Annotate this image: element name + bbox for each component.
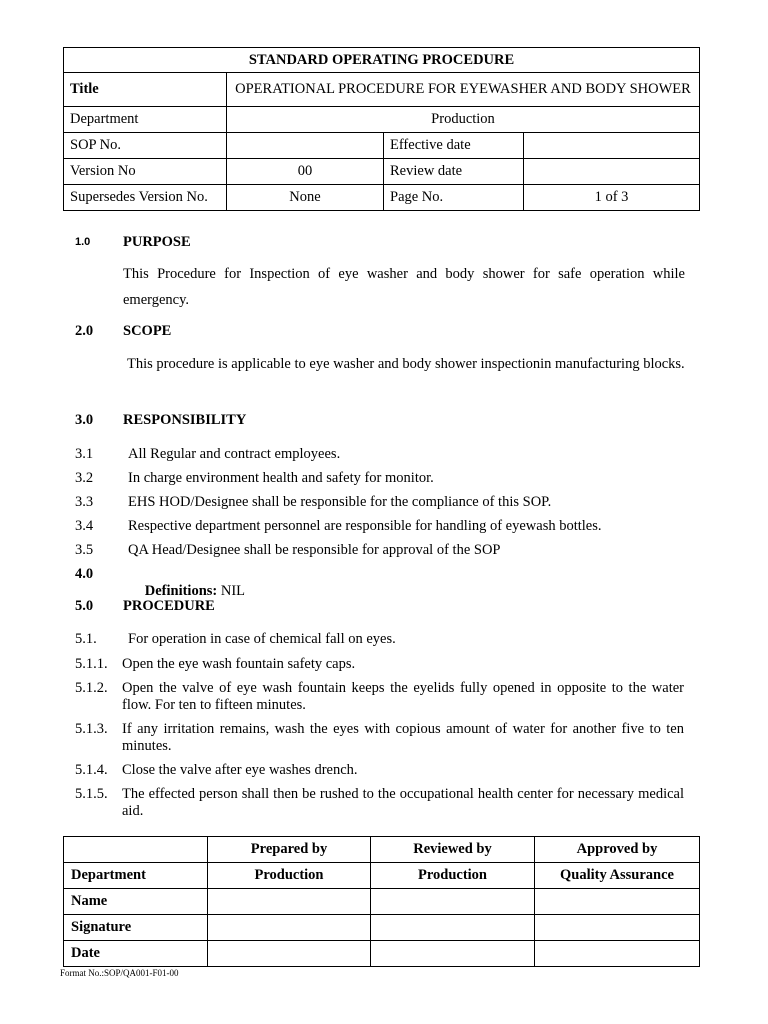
scope-number: 2.0 (75, 323, 94, 339)
page-no-value: 1 of 3 (524, 185, 700, 211)
procedure-step-text: Close the valve after eye washes drench. (122, 762, 358, 778)
responsibility-item-text: QA Head/Designee shall be responsible for approval of the SOP (128, 542, 501, 558)
reviewed-department: Production (371, 863, 535, 889)
purpose-text: This Procedure for Inspection of eye washer and body shower for safe operation while emergency. (123, 266, 685, 308)
sop-no-label: SOP No. (64, 133, 227, 159)
procedure-step-number: 5.1.3. (75, 721, 108, 737)
responsibility-item-number: 3.4 (75, 518, 94, 534)
responsibility-heading: RESPONSIBILITY (123, 412, 247, 428)
effective-date-label: Effective date (384, 133, 524, 159)
supersedes-label: Supersedes Version No. (64, 185, 227, 211)
signoff-corner-cell (64, 837, 208, 863)
sop-heading: STANDARD OPERATING PROCEDURE (64, 48, 700, 73)
sop-header-table (63, 47, 700, 211)
procedure-step-text: The effected person shall then be rushed to the occupational health center for necessary medical aid. (122, 786, 684, 819)
approved-by-header: Approved by (535, 837, 700, 863)
signoff-signature-label: Signature (64, 915, 208, 941)
procedure-step-text: If any irritation remains, wash the eyes with copious amount of water for another five to ten minutes. (122, 721, 684, 754)
responsibility-item-number: 3.5 (75, 542, 94, 558)
responsibility-item-text: In charge environment health and safety for monitor. (128, 470, 434, 486)
scope-text: This procedure is applicable to eye washer and body shower inspectionin manufacturing blocks. (127, 356, 685, 372)
version-label: Version No (64, 159, 227, 185)
responsibility-number: 3.0 (75, 412, 94, 428)
procedure-step-text: Open the valve of eye wash fountain keeps the eyelids fully opened in opposite to the water flow. For ten to fifteen minutes. (122, 680, 684, 713)
reviewed-by-header: Reviewed by (371, 837, 535, 863)
prepared-date-cell (208, 941, 371, 967)
procedure-step-number: 5.1.4. (75, 762, 108, 778)
supersedes-value: None (227, 185, 384, 211)
sop-no-value (227, 133, 384, 159)
responsibility-item-number: 3.2 (75, 470, 94, 486)
approved-date-cell (535, 941, 700, 967)
procedure-step-number: 5.1.5. (75, 786, 108, 802)
signoff-name-label: Name (64, 889, 208, 915)
review-date-value (524, 159, 700, 185)
review-date-label: Review date (384, 159, 524, 185)
definitions-value: NIL (217, 583, 246, 599)
prepared-name-cell (208, 889, 371, 915)
definitions-number: 4.0 (75, 566, 94, 582)
procedure-intro-text: For operation in case of chemical fall on eyes. (128, 631, 396, 647)
approved-signature-cell (535, 915, 700, 941)
approved-department: Quality Assurance (535, 863, 700, 889)
procedure-step-number: 5.1.2. (75, 680, 108, 696)
reviewed-name-cell (371, 889, 535, 915)
department-label: Department (64, 107, 227, 133)
signoff-date-label: Date (64, 941, 208, 967)
responsibility-item-text: EHS HOD/Designee shall be responsible for the compliance of this SOP. (128, 494, 552, 510)
title-value: OPERATIONAL PROCEDURE FOR EYEWASHER AND BODY SHOWER (227, 73, 700, 107)
approved-name-cell (535, 889, 700, 915)
department-value: Production (227, 107, 700, 133)
purpose-heading: PURPOSE (123, 234, 191, 250)
definitions-label: Definitions: (144, 583, 218, 599)
format-number: Format No.:SOP/QA001-F01-00 (60, 968, 179, 978)
reviewed-date-cell (371, 941, 535, 967)
responsibility-item-number: 3.3 (75, 494, 94, 510)
responsibility-item-text: Respective department personnel are responsible for handling of eyewash bottles. (128, 518, 602, 534)
effective-date-value (524, 133, 700, 159)
title-label: Title (64, 73, 227, 107)
responsibility-item-number: 3.1 (75, 446, 94, 462)
procedure-heading: PROCEDURE (123, 598, 215, 614)
purpose-number: 1.0 (75, 236, 91, 248)
version-value: 00 (227, 159, 384, 185)
responsibility-item-text: All Regular and contract employees. (128, 446, 341, 462)
signoff-department-label: Department (64, 863, 208, 889)
reviewed-signature-cell (371, 915, 535, 941)
scope-heading: SCOPE (123, 323, 172, 339)
procedure-intro-number: 5.1. (75, 631, 97, 647)
page-no-label: Page No. (384, 185, 524, 211)
prepared-department: Production (208, 863, 371, 889)
procedure-step-number: 5.1.1. (75, 656, 108, 672)
prepared-by-header: Prepared by (208, 837, 371, 863)
procedure-step-text: Open the eye wash fountain safety caps. (122, 656, 356, 672)
prepared-signature-cell (208, 915, 371, 941)
procedure-number: 5.0 (75, 598, 94, 614)
signoff-table (63, 836, 700, 967)
